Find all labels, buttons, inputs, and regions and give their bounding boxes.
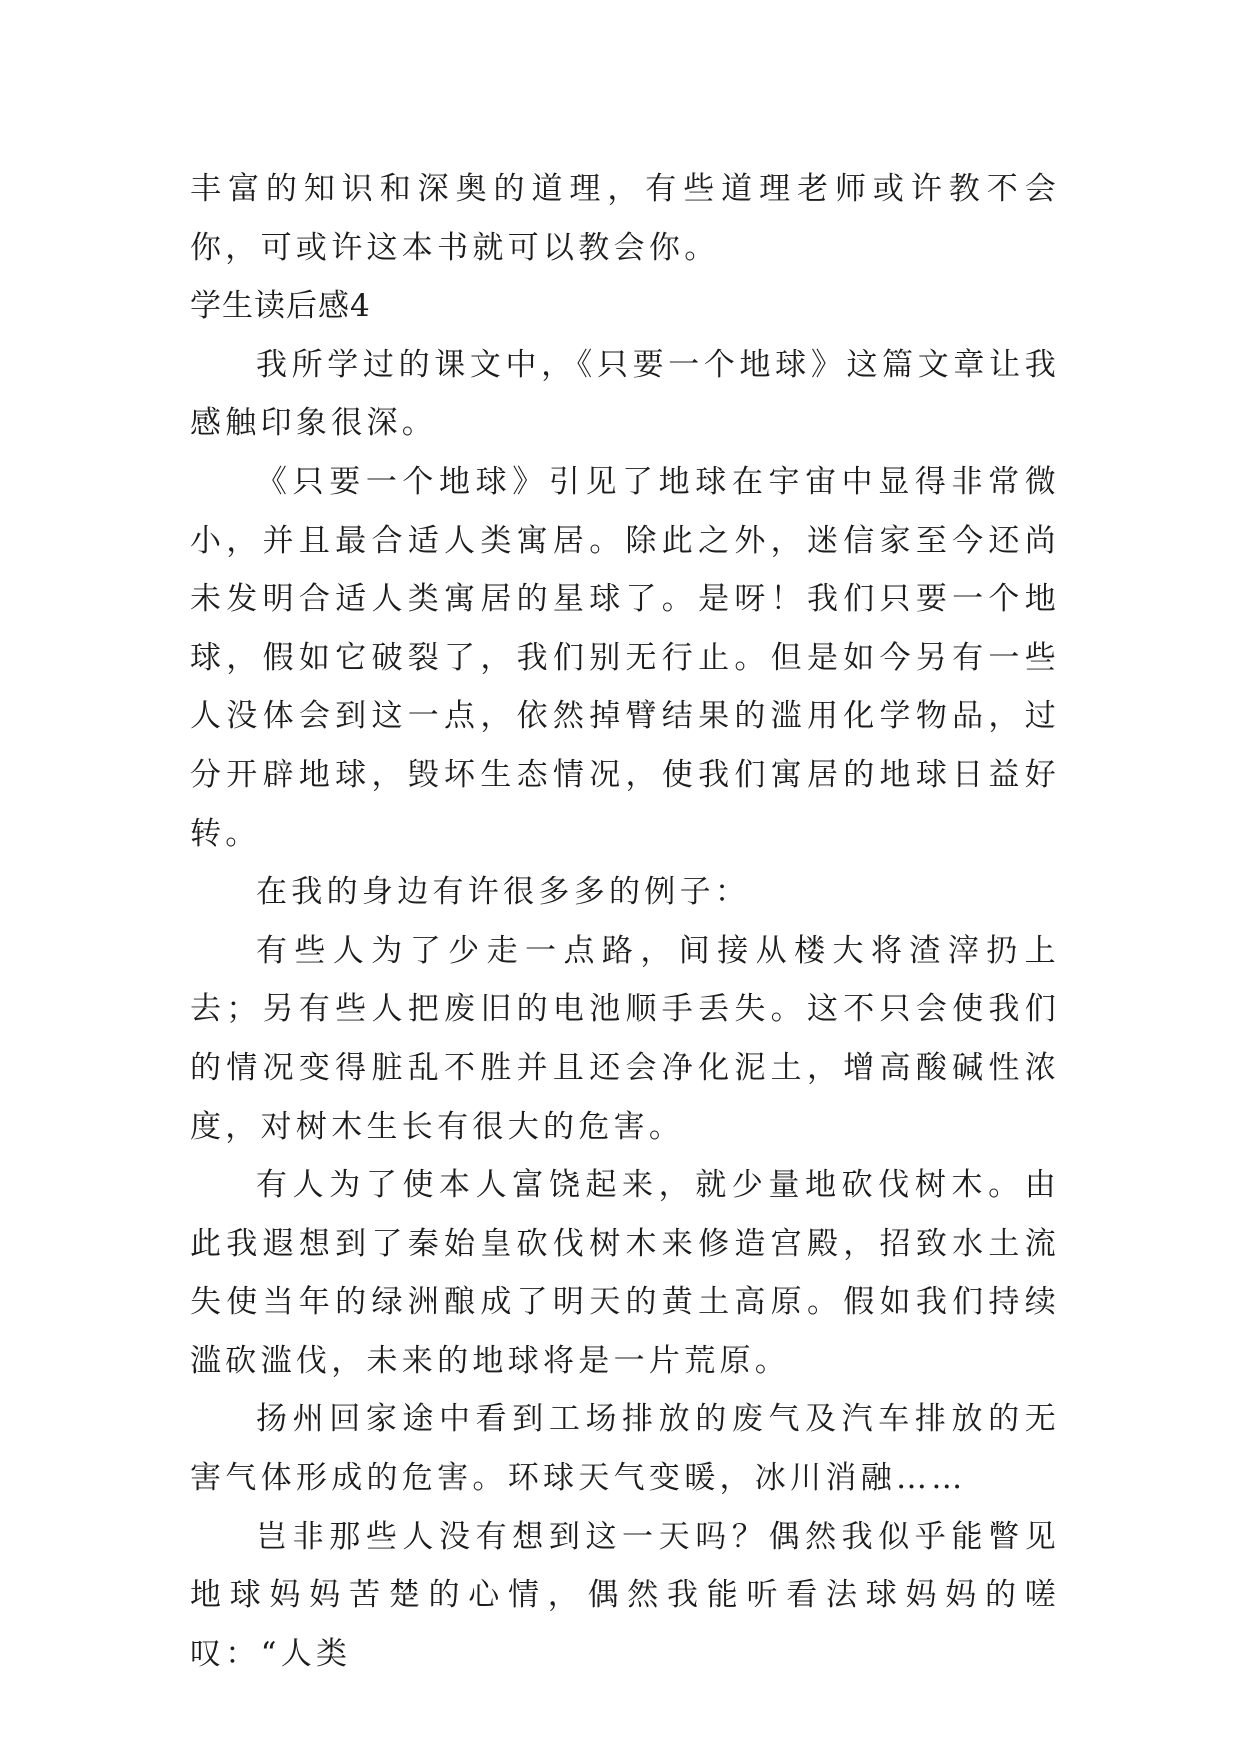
paragraph-continuation: 丰富的知识和深奥的道理，有些道理老师或许教不会你，可或许这本书就可以教会你。 bbox=[190, 171, 1060, 266]
paragraph: 《只要一个地球》引见了地球在宇宙中显得非常微小，并且最合适人类寓居。除此之外，迷信家至今还尚未发明合适人类寓居的星球了。是呀！我们只要一个地球，假如它破裂了，我们别无行止。但是如今另有一些人没体会到这一点，依然掉臂结果的滥用化学物品，过分开辟地球，毁坏生态情况，使我们寓居的地球日益好转。 bbox=[190, 463, 1060, 852]
paragraph: 我所学过的课文中，《只要一个地球》这篇文章让我感触印象很深。 bbox=[190, 346, 1060, 442]
paragraph: 扬州回家途中看到工场排放的废气及汽车排放的无害气体形成的危害。环球天气变暖，冰川消融…… bbox=[190, 1401, 1060, 1497]
paragraph: 岂非那些人没有想到这一天吗？偶然我似乎能瞥见地球妈妈苦楚的心情，偶然我能听看法球妈妈的嗟叹：“人类 bbox=[190, 1518, 1060, 1672]
paragraph: 有人为了使本人富饶起来，就少量地砍伐树木。由此我遐想到了秦始皇砍伐树木来修造宫殿，招致水土流失使当年的绿洲酿成了明天的黄土高原。假如我们持续滥砍滥伐，未来的地球将是一片荒原。 bbox=[190, 1167, 1060, 1379]
paragraph: 有些人为了少走一点路，间接从楼大将渣滓扔上去；另有些人把废旧的电池顺手丢失。这不只会使我们的情况变得脏乱不胜并且还会净化泥土，增高酸碱性浓度，对树木生长有很大的危害。 bbox=[190, 932, 1060, 1145]
document-body bbox=[190, 160, 1060, 1683]
section-heading: 学生读后感4 bbox=[190, 288, 371, 325]
paragraph: 在我的身边有许很多多的例子： bbox=[256, 874, 751, 911]
